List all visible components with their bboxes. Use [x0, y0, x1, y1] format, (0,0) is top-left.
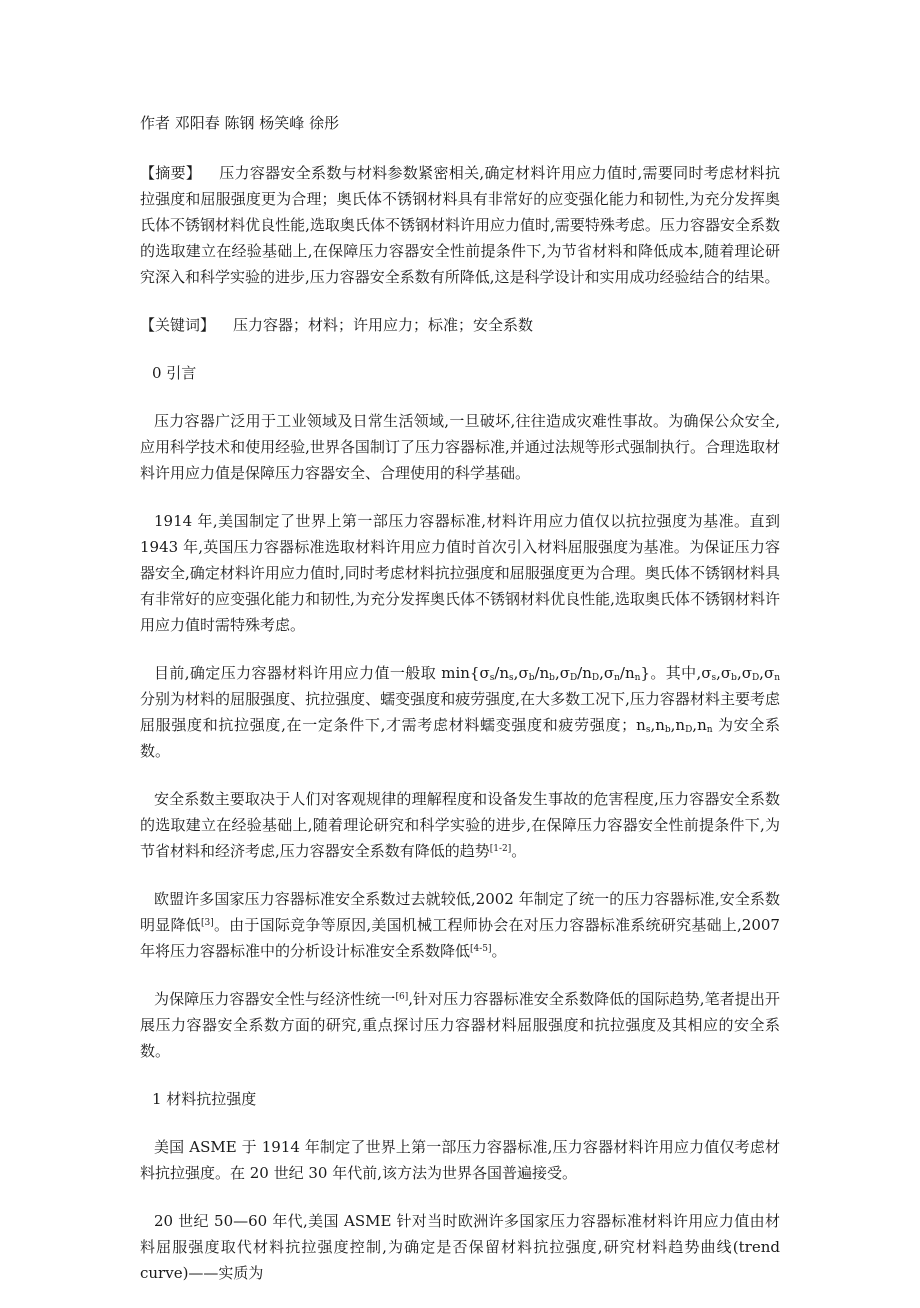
abstract-label: 【摘要】 [140, 164, 202, 182]
citation[interactable]: [4-5] [470, 944, 492, 954]
section-heading-introduction: 0 引言 [152, 364, 197, 382]
abstract [140, 160, 780, 290]
paragraph-8: 20 世纪 50—60 年代,美国 ASME 针对当时欧洲许多国家压力容器标准材料许用应力值由材料屈服强度取代材料抗拉强度控制,为确定是否保留材料抗拉强度,研究材料趋势曲线(trend curve)——实质为 [140, 1212, 780, 1282]
paragraph-2: 1914 年,美国制定了世界上第一部压力容器标准,材料许用应力值仅以抗拉强度为基准。直到 1943 年,英国压力容器标准选取材料许用应力值时首次引入材料屈服强度为基准。为保证压力容器安全,确定材料许用应力值时,同时考虑材料抗拉强度和屈服强度更为合理。奥氏体不锈钢材料具有非常好的应变强化能力和韧性,为充分发挥奥氏体不锈钢材料优良性能,选取奥氏体不锈钢材料许用应力值时需特殊考虑。 [140, 512, 780, 634]
keywords-label: 【关键词】 [140, 316, 216, 334]
citation[interactable]: [6] [395, 992, 409, 1002]
paragraph-5: 欧盟许多国家压力容器标准安全系数过去就较低,2002 年制定了统一的压力容器标准,安全系数明显降低[3]。由于国际竞争等原因,美国机械工程师协会在对压力容器标准系统研究基础上,2007 年将压力容器标准中的分析设计标准安全系数降低[4-5]。 [140, 890, 780, 960]
keywords [140, 312, 780, 338]
abstract-text: 压力容器安全系数与材料参数紧密相关,确定材料许用应力值时,需要同时考虑材料抗拉强度和屈服强度更为合理；奥氏体不锈钢材料具有非常好的应变强化能力和韧性,为充分发挥奥氏体不锈钢材料优良性能,选取奥氏体不锈钢材料许用应力值时,需要特殊考虑。压力容器安全系数的选取建立在经验基础上,在保障压力容器安全性前提条件下,为节省材料和降低成本,随着理论研究深入和科学实验的进步,压力容器安全系数有所降低,这是科学设计和实用成功经验结合的结果。 [140, 164, 780, 286]
section-heading-tensile-strength: 1 材料抗拉强度 [152, 1090, 257, 1108]
citation[interactable]: [3] [200, 918, 214, 928]
document-page [140, 110, 780, 1308]
paragraph-3-formula: 目前,确定压力容器材料许用应力值一般取 $\min\{\sigma_s/n_s,\sigma_b/n_b,\sigma_D/n_D,\sigma_n/n_n\}$。其中$,\sigma_s,\sigma_b,\sigma_D,\sigma_n$ 分别为材料的屈服强度、抗拉强度、蠕变强度和疲劳强度,在大多数工况下,压力容器材料主要考虑屈服强度和抗拉强度,在一定条件下,才需考虑材料蠕变强度和疲劳强度；$n_s,n_b,n_D,n_n$ 为安全系数。 [140, 664, 780, 760]
citation[interactable]: [1-2] [489, 844, 512, 854]
paragraph-6: 为保障压力容器安全性与经济性统一[6],针对压力容器标准安全系数降低的国际趋势,笔者提出开展压力容器安全系数方面的研究,重点探讨压力容器材料屈服强度和抗拉强度及其相应的安全系数。 [140, 990, 780, 1060]
paragraph-1: 压力容器广泛用于工业领域及日常生活领域,一旦破坏,往往造成灾难性事故。为确保公众安全,应用科学技术和使用经验,世界各国制订了压力容器标准,并通过法规等形式强制执行。合理选取材料许用应力值是保障压力容器安全、合理使用的科学基础。 [140, 412, 780, 482]
keywords-text: 压力容器；材料；许用应力；标准；安全系数 [233, 316, 534, 334]
paragraph-7: 美国 ASME 于 1914 年制定了世界上第一部压力容器标准,压力容器材料许用应力值仅考虑材料抗拉强度。在 20 世纪 30 年代前,该方法为世界各国普遍接受。 [140, 1138, 780, 1182]
paragraph-4: 安全系数主要取决于人们对客观规律的理解程度和设备发生事故的危害程度,压力容器安全系数的选取建立在经验基础上,随着理论研究和科学实验的进步,在保障压力容器安全性前提条件下,为节省材料和经济考虑,压力容器安全系数有降低的趋势[1-2]。 [140, 790, 780, 860]
author-line: 作者 邓阳春 陈钢 杨笑峰 徐彤 [140, 114, 340, 132]
